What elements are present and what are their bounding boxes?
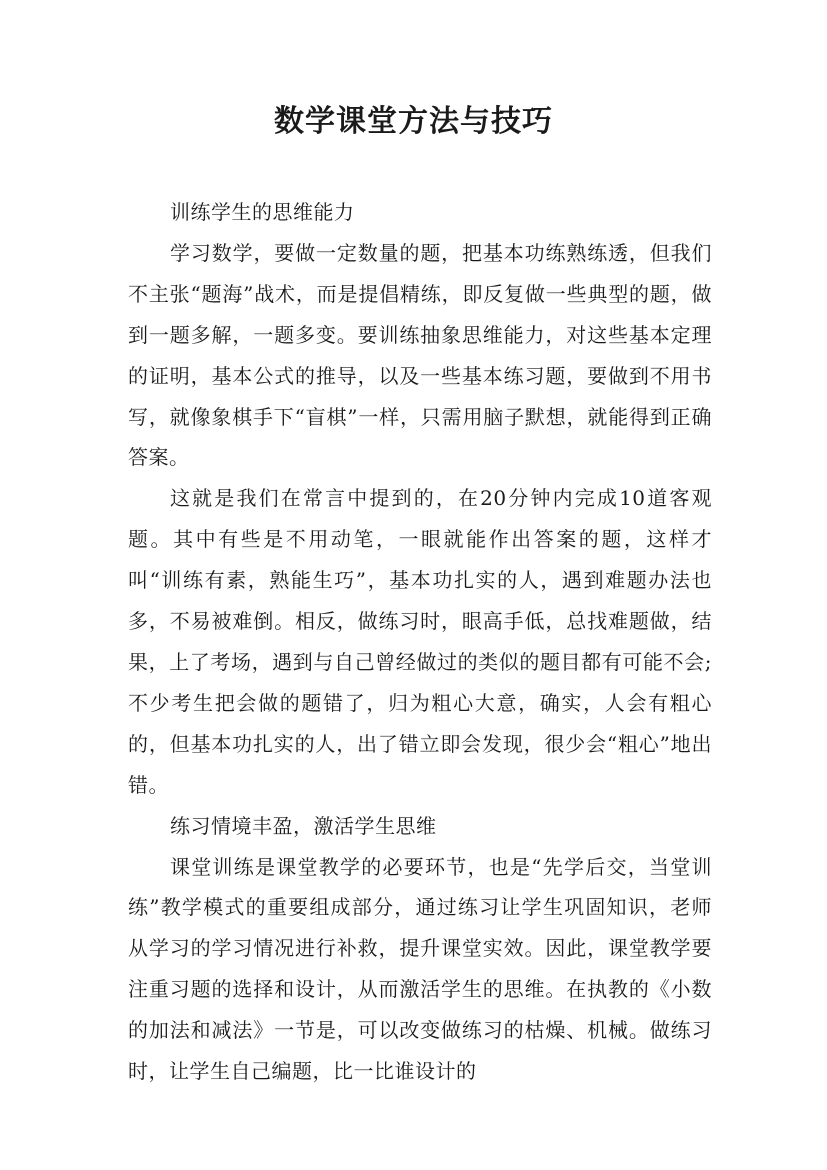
body-paragraph: 课堂训练是课堂教学的必要环节，也是“先学后交，当堂训练”教学模式的重要组成部分，通过练习让学生巩固知识，老师从学习的学习情况进行补救，提升课堂实效。因此，课堂教学要注重习题的选择和设计，从而激活学生的思维。在执教的《小数的加法和减法》一节是，可以改变做练习的枯燥、机械。做练习时，让学生自己编题，比一比谁设计的 bbox=[128, 854, 712, 1084]
body-paragraph: 这就是我们在常言中提到的，在20分钟内完成10道客观题。其中有些是不用动笔，一眼就能作出答案的题，这样才叫“训练有素，熟能生巧”，基本功扎实的人，遇到难题办法也多，不易被难倒。相反，做练习时，眼高手低，总找难题做，结果，上了考场，遇到与自己曾经做过的类似的题目都有可能不会;不少考生把会做的题错了，归为粗心大意，确实，人会有粗心的，但基本功扎实的人，出了错立即会发现，很少会“粗心”地出错。 bbox=[128, 486, 712, 797]
document-body bbox=[128, 192, 712, 1092]
section-heading: 训练学生的思维能力 bbox=[170, 200, 355, 224]
section-heading: 练习情境丰盈，激活学生思维 bbox=[170, 813, 437, 838]
document-title: 数学课堂方法与技巧 bbox=[274, 104, 553, 139]
body-paragraph: 学习数学，要做一定数量的题，把基本功练熟练透，但我们不主张“题海”战术，而是提倡精练，即反复做一些典型的题，做到一题多解，一题多变。要训练抽象思维能力，对这些基本定理的证明，基本公式的推导，以及一些基本练习题，要做到不用书写，就像象棋手下“盲棋”一样，只需用脑子默想，就能得到正确答案。 bbox=[128, 240, 712, 470]
